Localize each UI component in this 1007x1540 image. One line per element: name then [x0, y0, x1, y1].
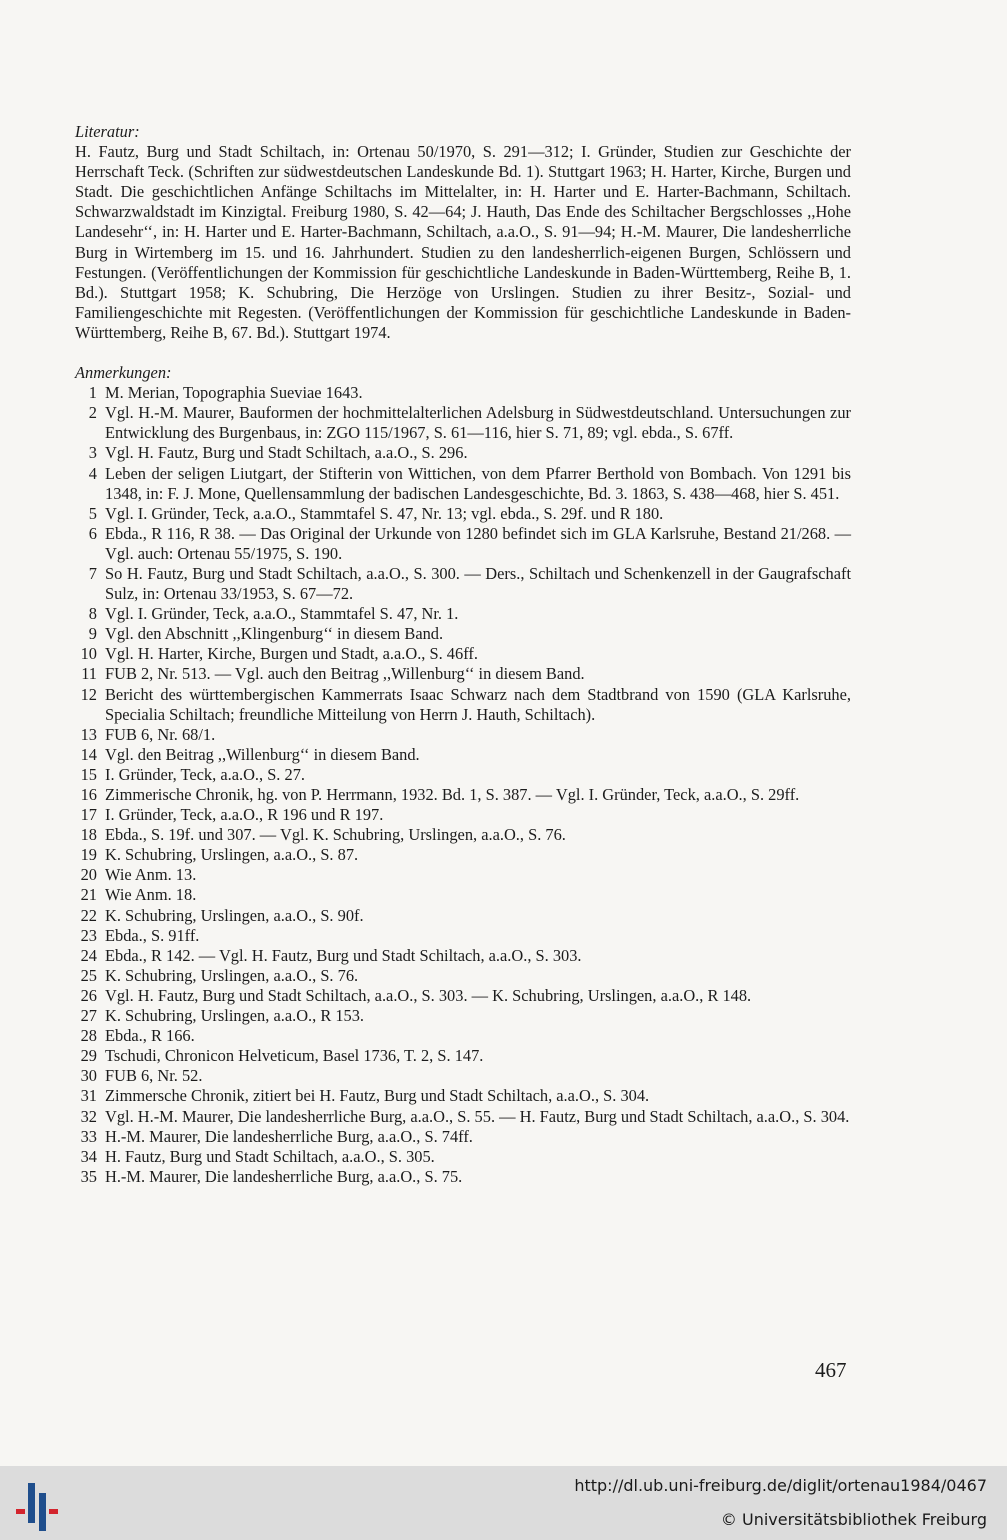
note-number: 33: [80, 1126, 97, 1146]
note-item: [75, 865, 851, 885]
note-text: Zimmersche Chronik, zitiert bei H. Fautz, Burg und Stadt Schiltach, a.a.O., S. 304.: [105, 1086, 650, 1106]
note-number: 21: [80, 885, 97, 905]
note-item: [75, 745, 851, 765]
note-text: Bericht des württembergischen Kammerrats Isaac Schwarz nach dem Stadtbrand von 1590 (GLA Karlsruhe, Specialia Schiltach; freundliche Mitteilung von Herrn J. Hauth, Schiltach).: [105, 684, 851, 724]
note-number: 30: [80, 1066, 97, 1086]
note-number: 1: [88, 383, 97, 403]
note-item: [75, 624, 851, 644]
note-text: Ebda., S. 19f. und 307. — Vgl. K. Schubring, Urslingen, a.a.O., S. 76.: [105, 825, 566, 845]
note-item: [75, 564, 851, 604]
note-number: 2: [88, 403, 97, 423]
note-text: Vgl. I. Gründer, Teck, a.a.O., Stammtafel S. 47, Nr. 13; vgl. ebda., S. 29f. und R 180.: [105, 503, 664, 523]
note-text: Vgl. H. Harter, Kirche, Burgen und Stadt, a.a.O., S. 46ff.: [105, 644, 478, 664]
note-item: [75, 644, 851, 664]
note-text: I. Gründer, Teck, a.a.O., S. 27.: [105, 764, 305, 784]
note-number: 24: [80, 945, 97, 965]
note-text: K. Schubring, Urslingen, a.a.O., R 153.: [105, 1006, 365, 1026]
note-number: 13: [80, 724, 97, 744]
note-number: 19: [80, 845, 97, 865]
note-text: Ebda., R 166.: [105, 1026, 195, 1046]
note-number: 32: [80, 1106, 97, 1126]
note-number: 11: [81, 664, 97, 684]
note-text: So H. Fautz, Burg und Stadt Schiltach, a.a.O., S. 300. — Ders., Schiltach und Schenkenzell in der Gaugrafschaft Sulz, in: Ortenau 33/1953, S. 67—72.: [105, 563, 851, 604]
note-item: [75, 845, 851, 865]
notes-list: [75, 383, 851, 1187]
note-number: 12: [80, 684, 97, 704]
note-text: M. Merian, Topographia Sueviae 1643.: [105, 383, 363, 403]
note-number: 26: [80, 985, 97, 1005]
note-number: 8: [88, 604, 97, 624]
note-item: [75, 966, 851, 986]
note-number: 10: [80, 644, 97, 664]
note-text: Vgl. den Beitrag ,,Willenburg‘‘ in diesem Band.: [105, 744, 420, 764]
note-text: Ebda., R 116, R 38. — Das Original der Urkunde von 1280 befindet sich im GLA Karlsruhe, Bestand 21/268. — Vgl. auch: Ortenau 55/1975, S. 190.: [105, 523, 851, 563]
note-item: [75, 1167, 851, 1187]
permalink-url[interactable]: http://dl.ub.uni-freiburg.de/diglit/ortenau1984/0467: [574, 1476, 987, 1495]
note-item: [75, 1066, 851, 1086]
page-number: 467: [815, 1358, 847, 1382]
note-item: [75, 805, 851, 825]
note-item: [75, 725, 851, 745]
note-text: H.-M. Maurer, Die landesherrliche Burg, a.a.O., S. 74ff.: [105, 1126, 473, 1146]
note-item: [75, 524, 851, 564]
note-item: [75, 1107, 851, 1127]
note-item: [75, 765, 851, 785]
note-item: [75, 825, 851, 845]
note-item: [75, 664, 851, 684]
note-number: 3: [88, 443, 97, 463]
literature-section: [75, 122, 851, 343]
note-text: K. Schubring, Urslingen, a.a.O., S. 90f.: [105, 905, 364, 925]
note-text: H.-M. Maurer, Die landesherrliche Burg, a.a.O., S. 75.: [105, 1166, 463, 1186]
note-item: [75, 403, 851, 443]
note-number: 7: [88, 563, 97, 583]
note-item: [75, 383, 851, 403]
note-number: 25: [80, 965, 97, 985]
note-text: Vgl. H. Fautz, Burg und Stadt Schiltach, a.a.O., S. 296.: [105, 443, 468, 463]
note-item: [75, 464, 851, 504]
note-number: 16: [80, 785, 97, 804]
note-number: 6: [88, 523, 97, 543]
note-number: 29: [80, 1046, 97, 1066]
ub-freiburg-logo-icon: [12, 1475, 62, 1531]
note-text: Tschudi, Chronicon Helveticum, Basel 1736, T. 2, S. 147.: [105, 1046, 484, 1066]
note-text: K. Schubring, Urslingen, a.a.O., S. 76.: [105, 965, 359, 985]
note-number: 23: [80, 925, 97, 945]
note-text: Ebda., R 142. — Vgl. H. Fautz, Burg und Stadt Schiltach, a.a.O., S. 303.: [105, 945, 582, 965]
note-text: I. Gründer, Teck, a.a.O., R 196 und R 197.: [105, 805, 384, 825]
note-number: 9: [88, 624, 97, 644]
note-item: [75, 1086, 851, 1106]
note-number: 20: [80, 865, 97, 885]
note-text: Vgl. H.-M. Maurer, Die landesherrliche Burg, a.a.O., S. 55. — H. Fautz, Burg und Stadt Schiltach, a.a.O., S. 304.: [105, 1106, 850, 1126]
note-text: K. Schubring, Urslingen, a.a.O., S. 87.: [105, 845, 359, 865]
note-text: Vgl. H. Fautz, Burg und Stadt Schiltach, a.a.O., S. 303. — K. Schubring, Urslingen, a.a.O., R 148.: [105, 985, 752, 1005]
note-number: 14: [80, 744, 97, 764]
note-text: FUB 6, Nr. 52.: [105, 1066, 203, 1086]
note-number: 22: [80, 905, 97, 925]
note-text: Vgl. den Abschnitt ,,Klingenburg‘‘ in diesem Band.: [105, 624, 444, 644]
note-item: [75, 946, 851, 966]
note-number: 28: [80, 1026, 97, 1046]
note-item: [75, 986, 851, 1006]
note-item: [75, 1006, 851, 1026]
copyright-notice: © Universitätsbibliothek Freiburg: [720, 1510, 987, 1529]
note-number: 18: [80, 825, 97, 845]
note-text: FUB 6, Nr. 68/1.: [105, 724, 216, 744]
note-number: 31: [80, 1086, 97, 1106]
note-item: [75, 885, 851, 905]
note-item: [75, 1046, 851, 1066]
note-number: 35: [80, 1166, 97, 1186]
note-item: [75, 1127, 851, 1147]
note-item: [75, 1026, 851, 1046]
note-item: [75, 906, 851, 926]
note-text: H. Fautz, Burg und Stadt Schiltach, a.a.O., S. 305.: [105, 1146, 435, 1166]
note-number: 5: [88, 503, 97, 523]
note-item: [75, 504, 851, 524]
note-number: 15: [80, 764, 97, 784]
note-text: Vgl. H.-M. Maurer, Bauformen der hochmittelalterlichen Adelsburg in Südwestdeutschland. Untersuchungen zur Entwicklung des Burgenbaus, in: ZGO 115/1967, S. 61—116, hier S. 71, 89; vgl. ebda., S. 67ff.: [105, 403, 851, 443]
note-item: [75, 926, 851, 946]
note-text: FUB 2, Nr. 513. — Vgl. auch den Beitrag ,,Willenburg‘‘ in diesem Band.: [105, 664, 585, 684]
note-number: 27: [80, 1006, 97, 1026]
note-number: 34: [80, 1146, 97, 1166]
note-text: Ebda., S. 91ff.: [105, 925, 200, 945]
literature-heading: Literatur:: [75, 122, 140, 141]
note-item: [75, 1147, 851, 1167]
footer-bar: [0, 1466, 1007, 1540]
note-number: 4: [88, 463, 97, 483]
note-item: [75, 443, 851, 463]
page-content: [75, 122, 851, 1187]
note-item: [75, 785, 851, 805]
note-text: Zimmerische Chronik, hg. von P. Herrmann, 1932. Bd. 1, S. 387. — Vgl. I. Gründer, Teck, a.a.O., S. 29ff.: [105, 785, 800, 804]
note-item: [75, 685, 851, 725]
note-number: 17: [80, 805, 97, 825]
note-text: Leben der seligen Liutgart, der Stifterin von Wittichen, von dem Pfarrer Berthold von Bombach. Von 1291 bis 1348, in: F. J. Mone, Quellensammlung der badischen Landesgeschichte, Bd. 3. 1863, S. 438—468, hier S. 451.: [105, 463, 851, 503]
note-text: Wie Anm. 18.: [105, 885, 197, 905]
note-text: Vgl. I. Gründer, Teck, a.a.O., Stammtafel S. 47, Nr. 1.: [105, 604, 459, 624]
notes-heading: Anmerkungen:: [75, 363, 172, 383]
note-text: Wie Anm. 13.: [105, 865, 197, 885]
note-item: [75, 604, 851, 624]
notes-section: [75, 363, 851, 1187]
literature-text: H. Fautz, Burg und Stadt Schiltach, in: Ortenau 50/1970, S. 291—312; I. Gründer, Studien zur Geschichte der Herrschaft Teck. (Schriften zur südwestdeutschen Landeskunde Bd. 1). Stuttgart 1963; H. Harter, Kirche, Burgen und Stadt. Die geschichtlichen Anfänge Schiltachs im Mittelalter, in: H. Harter und E. Harter-Bachmann, Schiltach. Schwarzwaldstadt im Kinzigtal. Freiburg 1980, S. 42—64; J. Hauth, Das Ende des Schiltacher Bergschlosses ,,Hohe Landesehr‘‘, in: H. Harter und E. Harter-Bachmann, Schiltach, a.a.O., S. 91—94; H.-M. Maurer, Die landesherrliche Burg in Wirtemberg im 15. und 16. Jahrhundert. Studien zu den landesherrlich-eigenen Burgen, Schlössern und Festungen. (Veröffentlichungen der Kommission für geschichtliche Landeskunde in Baden-Württemberg, Reihe B, 1. Bd.). Stuttgart 1958; K. Schubring, Die Herzöge von Urslingen. Studien zu ihrer Besitz-, Sozial- und Familiengeschichte mit Regesten. (Veröffentlichungen der Kommission für geschichtliche Landeskunde in Baden-Württemberg, Reihe B, 67. Bd.). Stuttgart 1974.: [75, 142, 851, 342]
